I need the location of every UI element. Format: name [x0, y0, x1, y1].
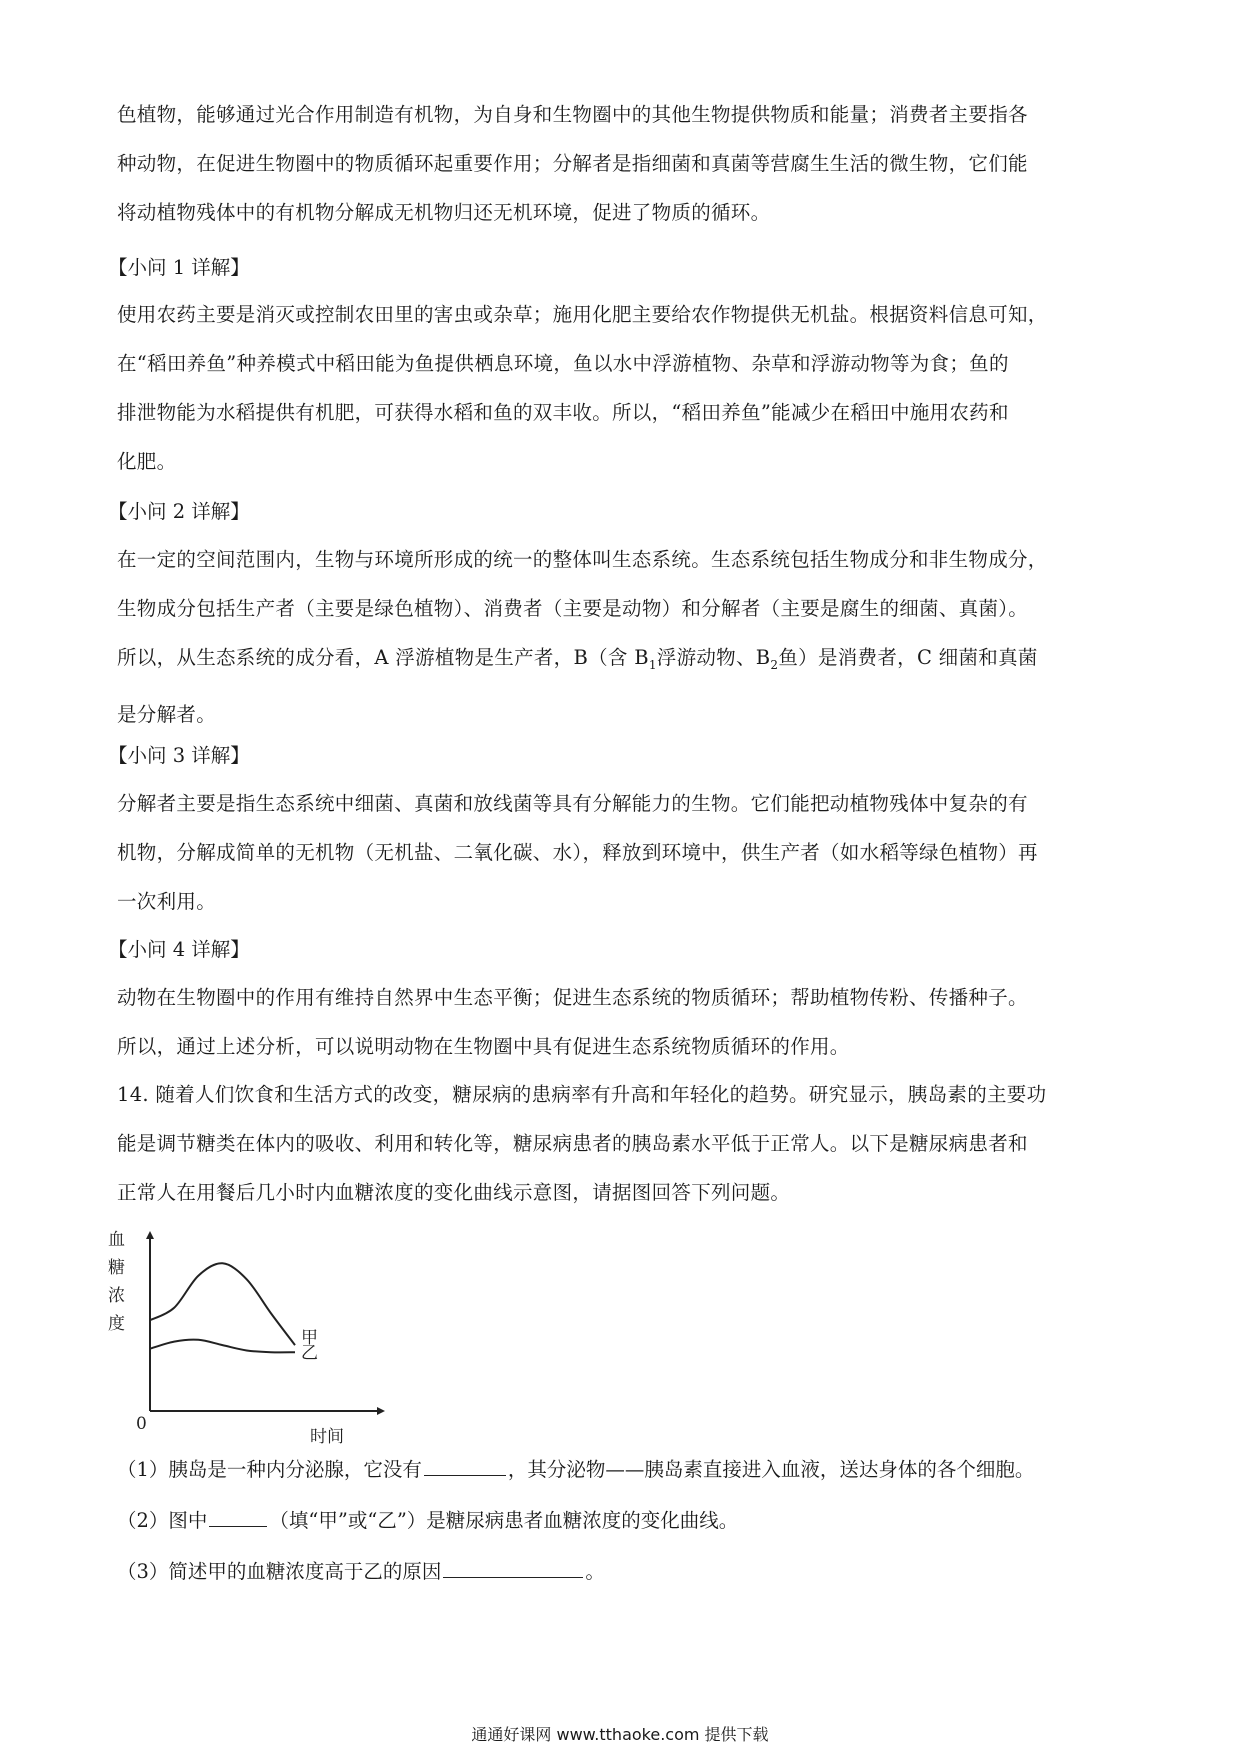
y-axis-label-char: 浓	[108, 1286, 125, 1306]
question-14-stem	[117, 1070, 1127, 1217]
blood-sugar-figure	[105, 1225, 405, 1445]
origin-label: 0	[136, 1414, 147, 1434]
curve-jia	[150, 1263, 295, 1345]
curve-jia-label: 甲	[301, 1328, 318, 1349]
text-run: 浮游动物、B	[656, 646, 771, 669]
subscript: 1	[648, 657, 657, 672]
paragraph-answer-2	[117, 535, 1127, 739]
question-text: （1）胰岛是一种内分泌腺，它没有	[117, 1458, 422, 1481]
section-heading-2: 【小问 2 详解】	[108, 500, 250, 523]
text-run: 鱼）是消费者，C 细菌和真菌	[778, 646, 1038, 669]
text-line: 所以，通过上述分析，可以说明动物在生物圈中具有促进生态系统物质循环的作用。	[117, 1035, 850, 1058]
text-line: 种动物，在促进生物圈中的物质循环起重要作用；分解者是指细菌和真菌等营腐生生活的微生物，它们能	[117, 152, 1028, 175]
text-line: 是分解者。	[117, 702, 217, 726]
text-line	[117, 633, 1127, 690]
paragraph-intro	[117, 90, 1127, 237]
text-line: 一次利用。	[117, 890, 217, 913]
subscript: 2	[770, 657, 779, 672]
paragraph-answer-3	[117, 779, 1127, 926]
blood-sugar-chart	[105, 1225, 405, 1445]
text-line: 将动植物残体中的有机物分解成无机物归还无机环境，促进了物质的循环。	[117, 201, 771, 224]
text-line: 动物在生物圈中的作用有维持自然界中生态平衡；促进生态系统的物质循环；帮助植物传粉、传播种子。	[117, 986, 1028, 1009]
question-text: ，其分泌物——胰岛素直接进入血液，送达身体的各个细胞。	[507, 1458, 1035, 1481]
text-line: 化肥。	[117, 450, 177, 473]
question-text: （2）图中	[117, 1509, 208, 1532]
curve-yi-label: 乙	[301, 1343, 318, 1364]
question-14-3	[117, 1557, 605, 1587]
text-line: 能是调节糖类在体内的吸收、利用和转化等，糖尿病患者的胰岛素水平低于正常人。以下是糖尿病患者和	[117, 1132, 1028, 1155]
text-line: 色植物，能够通过光合作用制造有机物，为自身和生物圈中的其他生物提供物质和能量；消费者主要指各	[117, 103, 1028, 126]
y-axis-label-char: 度	[108, 1314, 125, 1334]
curve-yi	[150, 1340, 295, 1353]
section-heading-4: 【小问 4 详解】	[108, 938, 250, 961]
text-line: 14. 随着人们饮食和生活方式的改变，糖尿病的患病率有升高和年轻化的趋势。研究显示，胰岛素的主要功	[117, 1083, 1047, 1106]
x-axis-label: 时间	[310, 1427, 344, 1447]
question-text: （填“甲”或“乙”）是糖尿病患者血糖浓度的变化曲线。	[269, 1509, 739, 1532]
text-line: 机物，分解成简单的无机物（无机盐、二氧化碳、水），释放到环境中，供生产者（如水稻等绿色植物）再	[117, 841, 1038, 864]
question-14-2	[117, 1506, 738, 1536]
text-line: 正常人在用餐后几小时内血糖浓度的变化曲线示意图，请据图回答下列问题。	[117, 1181, 791, 1204]
text-line: 使用农药主要是消灭或控制农田里的害虫或杂草；施用化肥主要给农作物提供无机盐。根据资料信息可知，	[117, 303, 1048, 326]
section-heading-1: 【小问 1 详解】	[108, 256, 250, 279]
section-heading-3: 【小问 3 详解】	[108, 744, 250, 767]
answer-blank-1[interactable]	[424, 1474, 506, 1476]
paragraph-answer-4	[117, 973, 1127, 1071]
question-text: （3）简述甲的血糖浓度高于乙的原因	[117, 1560, 442, 1583]
text-run: 所以，从生态系统的成分看，A 浮游植物是生产者，B（含 B	[117, 646, 649, 669]
paragraph-answer-1	[117, 290, 1127, 486]
text-line: 在“稻田养鱼”种养模式中稻田能为鱼提供栖息环境，鱼以水中浮游植物、杂草和浮游动物等为食；鱼的	[117, 352, 1009, 375]
text-line: 排泄物能为水稻提供有机肥，可获得水稻和鱼的双丰收。所以，“稻田养鱼”能减少在稻田中施用农药和	[117, 401, 1009, 424]
y-axis-label	[108, 1230, 125, 1334]
text-line: 在一定的空间范围内，生物与环境所形成的统一的整体叫生态系统。生态系统包括生物成分和非生物成分，	[117, 548, 1048, 571]
question-14-1	[117, 1455, 1034, 1485]
y-axis-label-char: 糖	[108, 1258, 125, 1278]
answer-blank-2[interactable]	[209, 1525, 267, 1527]
text-line: 分解者主要是指生态系统中细菌、真菌和放线菌等具有分解能力的生物。它们能把动植物残体中复杂的有	[117, 792, 1028, 815]
text-line: 生物成分包括生产者（主要是绿色植物）、消费者（主要是动物）和分解者（主要是腐生的细菌、真菌）。	[117, 597, 1029, 620]
question-text: 。	[585, 1560, 605, 1583]
y-axis-label-char: 血	[108, 1230, 125, 1250]
page-footer: 通通好课网 www.tthaoke.com 提供下载	[471, 1725, 769, 1744]
answer-blank-3[interactable]	[443, 1576, 583, 1578]
